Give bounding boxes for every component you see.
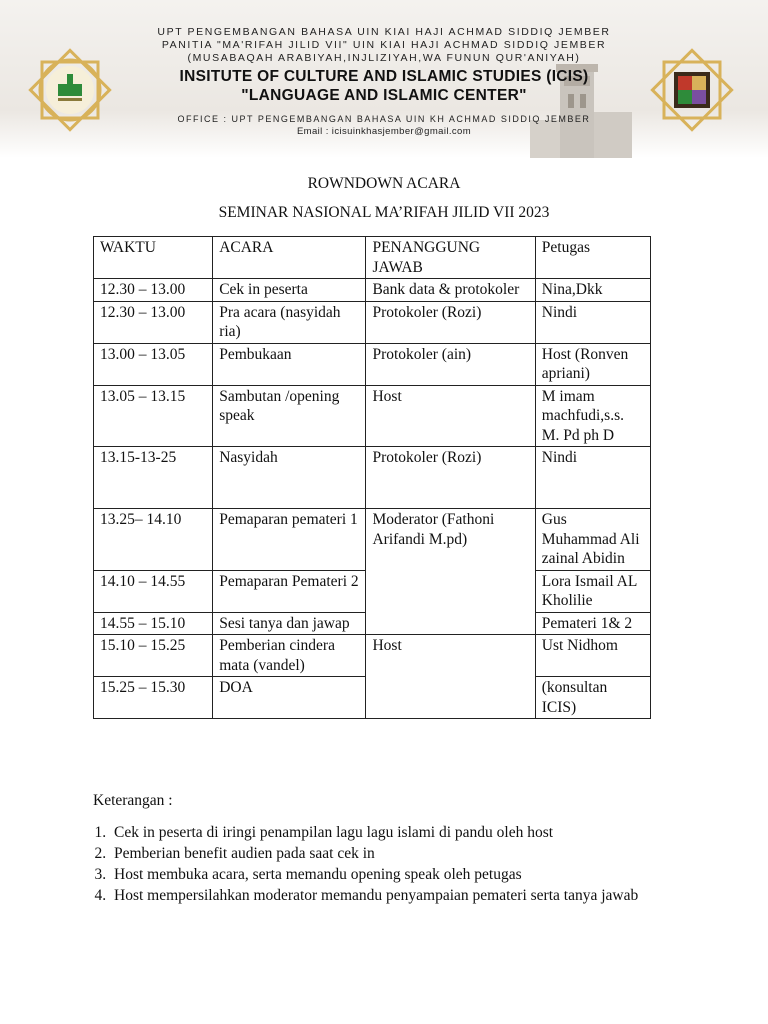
cell-waktu: 12.30 – 13.00: [94, 301, 213, 343]
table-row: [94, 385, 651, 447]
cell-acara: Pemaparan Pemateri 2: [213, 570, 366, 612]
cell-petugas: Nindi: [535, 301, 650, 343]
letterhead-line-1: UPT PENGEMBANGAN BAHASA UIN KIAI HAJI ACHMAD SIDDIQ JEMBER: [157, 26, 611, 38]
cell-waktu: 15.25 – 15.30: [94, 677, 213, 719]
cell-penanggung-jawab: Protokoler (ain): [366, 343, 535, 385]
header-penanggung-jawab: PENANGGUNG JAWAB: [366, 237, 535, 279]
table-header-row: [94, 237, 651, 279]
cell-petugas: Lora Ismail AL Kholilie: [535, 570, 650, 612]
notes-title: Keterangan :: [93, 792, 173, 809]
letterhead: [0, 0, 768, 158]
cell-petugas: (konsultan ICIS): [535, 677, 650, 719]
cell-waktu: 13.05 – 13.15: [94, 385, 213, 447]
cell-penanggung-jawab: Protokoler (Rozi): [366, 301, 535, 343]
header-waktu: WAKTU: [94, 237, 213, 279]
cell-waktu: 14.55 – 15.10: [94, 612, 213, 635]
cell-acara: Sambutan /opening speak: [213, 385, 366, 447]
header-petugas: Petugas: [535, 237, 650, 279]
letterhead-line-3: (MUSABAQAH ARABIYAH,INJLIZIYAH,WA FUNUN QUR'ANIYAH): [187, 52, 581, 64]
cell-petugas: Nindi: [535, 447, 650, 509]
cell-penanggung-jawab: Bank data & protokoler: [366, 279, 535, 302]
cell-petugas: Ust Nidhom: [535, 635, 650, 677]
cell-waktu: 13.25– 14.10: [94, 509, 213, 571]
cell-acara: Cek in peserta: [213, 279, 366, 302]
cell-acara: DOA: [213, 677, 366, 719]
letterhead-line-2: PANITIA "MA'RIFAH JILID VII" UIN KIAI HAJI ACHMAD SIDDIQ JEMBER: [161, 39, 607, 51]
table-row: [94, 301, 651, 343]
uin-khas-logo-icon: [22, 42, 118, 138]
cell-waktu: 13.00 – 13.05: [94, 343, 213, 385]
letterhead-title-2: "LANGUAGE AND ISLAMIC CENTER": [241, 87, 527, 104]
cell-acara: Pemberian cindera mata (vandel): [213, 635, 366, 677]
table-row: [94, 509, 651, 571]
cell-penanggung-jawab: Host: [366, 635, 535, 719]
letterhead-email: Email : icisuinkhasjember@gmail.com: [296, 126, 472, 137]
list-item: 4. Host mempersilahkan moderator memandu penyampaian pemateri serta tanya jawab: [110, 885, 710, 906]
table-row: [94, 343, 651, 385]
notes-list: [90, 822, 710, 906]
table-row: [94, 279, 651, 302]
list-item: 2. Pemberian benefit audien pada saat cek in: [110, 843, 710, 864]
table-row: [94, 635, 651, 677]
list-item: 1. Cek in peserta di iringi penampilan lagu lagu islami di pandu oleh host: [110, 822, 710, 843]
list-item: 3. Host membuka acara, serta memandu opening speak oleh petugas: [110, 864, 710, 885]
header-acara: ACARA: [213, 237, 366, 279]
cell-penanggung-jawab: Protokoler (Rozi): [366, 447, 535, 509]
cell-penanggung-jawab: Host: [366, 385, 535, 447]
letterhead-office: OFFICE : UPT PENGEMBANGAN BAHASA UIN KH ACHMAD SIDDIQ JEMBER: [177, 114, 591, 124]
table-row: [94, 447, 651, 509]
page-subtitle: SEMINAR NASIONAL MA’RIFAH JILID VII 2023: [218, 204, 550, 221]
cell-penanggung-jawab: Moderator (Fathoni Arifandi M.pd): [366, 509, 535, 635]
cell-petugas: Pemateri 1& 2: [535, 612, 650, 635]
letterhead-title-1: INSITUTE OF CULTURE AND ISLAMIC STUDIES (ICIS): [179, 68, 589, 85]
cell-petugas: Host (Ronven apriani): [535, 343, 650, 385]
cell-acara: Pemaparan pemateri 1: [213, 509, 366, 571]
cell-acara: Sesi tanya dan jawap: [213, 612, 366, 635]
cell-petugas: Nina,Dkk: [535, 279, 650, 302]
cell-acara: Nasyidah: [213, 447, 366, 509]
page-title: ROWNDOWN ACARA: [307, 175, 461, 192]
cell-petugas: Gus Muhammad Ali zainal Abidin: [535, 509, 650, 571]
cell-acara: Pra acara (nasyidah ria): [213, 301, 366, 343]
icis-logo-icon: [644, 42, 740, 138]
cell-waktu: 15.10 – 15.25: [94, 635, 213, 677]
cell-acara: Pembukaan: [213, 343, 366, 385]
rundown-table: [93, 236, 651, 719]
cell-petugas: M imam machfudi,s.s. M. Pd ph D: [535, 385, 650, 447]
cell-waktu: 13.15-13-25: [94, 447, 213, 509]
cell-waktu: 14.10 – 14.55: [94, 570, 213, 612]
cell-waktu: 12.30 – 13.00: [94, 279, 213, 302]
